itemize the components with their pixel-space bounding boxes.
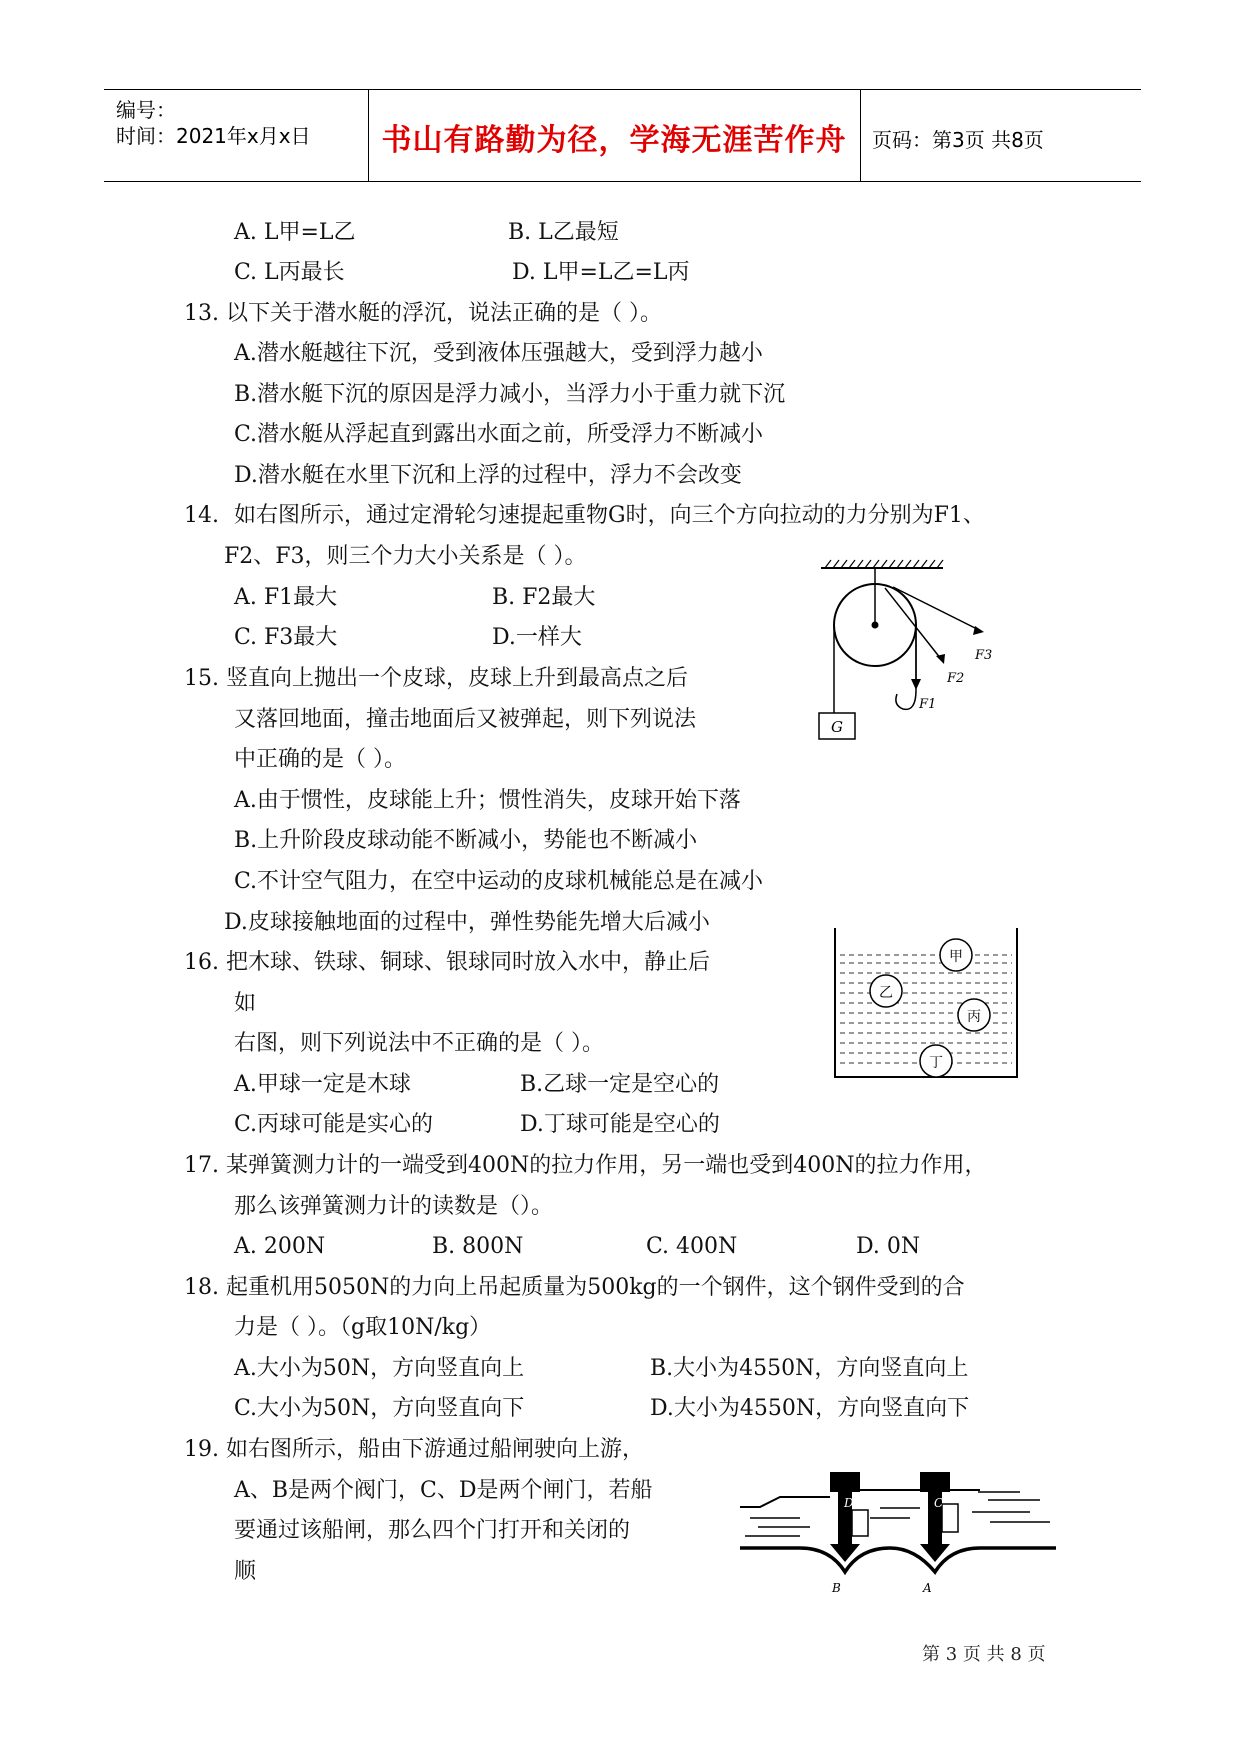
q14-option-a: A. F1最大 xyxy=(234,585,338,610)
q17-option-b: B. 800N xyxy=(432,1234,524,1259)
q14-stem-line2: F2、F3，则三个力大小关系是（ ）。 xyxy=(224,544,587,569)
q18-stem-line1: 18. 起重机用5050N的力向上吊起质量为500kg的一个钢件，这个钢件受到的合 xyxy=(184,1275,965,1300)
q15-stem-line1: 15. 竖直向上抛出一个皮球，皮球上升到最高点之后 xyxy=(184,666,688,691)
q14-option-b: B. F2最大 xyxy=(492,585,596,610)
q13-option-a: A.潜水艇越往下沉，受到液体压强越大，受到浮力越小 xyxy=(234,341,763,366)
header-divider xyxy=(860,89,861,181)
q19-stem-line3: 要通过该船闸，那么四个门打开和关闭的 xyxy=(234,1518,631,1543)
q17-option-a: A. 200N xyxy=(234,1234,326,1259)
q14-stem-line1: 如右图所示，通过定滑轮匀速提起重物G时，向三个方向拉动的力分别为F1、 xyxy=(234,503,985,528)
ball-yi-label: 乙 xyxy=(879,985,893,1001)
ball-jia-label: 甲 xyxy=(949,949,963,965)
q16-option-d: D.丁球可能是空心的 xyxy=(520,1112,720,1137)
q17-stem-line2: 那么该弹簧测力计的读数是（）。 xyxy=(234,1194,554,1219)
q15-option-d: D.皮球接触地面的过程中，弹性势能先增大后减小 xyxy=(224,910,710,935)
header-bottom-rule xyxy=(104,181,1141,182)
q16-stem-line3: 右图，则下列说法中不正确的是（ ）。 xyxy=(234,1031,604,1056)
time-label: 时间：2021年x月x日 xyxy=(116,124,311,148)
valve-b-label: B xyxy=(832,1581,841,1592)
q16-option-c: C.丙球可能是实心的 xyxy=(234,1112,434,1137)
q13-stem: 13. 以下关于潜水艇的浮沉，说法正确的是（ ）。 xyxy=(184,301,662,326)
q18-option-b: B.大小为4550N，方向竖直向上 xyxy=(650,1356,969,1381)
f2-label: F2 xyxy=(947,671,965,686)
q18-stem-line2: 力是（ ）。（g取10N/kg） xyxy=(234,1315,492,1340)
q12-option-c: C. L丙最长 xyxy=(234,260,345,285)
q19-stem-line2: A、B是两个阀门，C、D是两个闸门，若船 xyxy=(234,1478,653,1503)
gate-c-label: C xyxy=(934,1496,944,1510)
q19-stem-line4: 顺 xyxy=(234,1559,257,1584)
q18-option-a: A.大小为50N，方向竖直向上 xyxy=(234,1356,525,1381)
ball-ding-label: 丁 xyxy=(929,1055,943,1071)
q14-option-d: D.一样大 xyxy=(492,625,582,650)
q15-option-a: A.由于惯性，皮球能上升；惯性消失，皮球开始下落 xyxy=(234,788,741,813)
q18-option-d: D.大小为4550N，方向竖直向下 xyxy=(650,1396,970,1421)
q13-option-d: D.潜水艇在水里下沉和上浮的过程中，浮力不会改变 xyxy=(234,463,742,488)
q13-option-b: B.潜水艇下沉的原因是浮力减小，当浮力小于重力就下沉 xyxy=(234,382,786,407)
q16-option-a: A.甲球一定是木球 xyxy=(234,1072,411,1097)
serial-label: 编号： xyxy=(116,98,176,122)
f3-label: F3 xyxy=(975,648,993,663)
f1-label: F1 xyxy=(919,697,937,712)
page-footer: 第 3 页 共 8 页 xyxy=(922,1644,1046,1665)
motto: 书山有路勤为径，学海无涯苦作舟 xyxy=(381,123,847,158)
q15-stem-line3: 中正确的是（ ）。 xyxy=(234,747,406,772)
q12-option-a: A. L甲=L乙 xyxy=(234,220,356,245)
q12-option-d: D. L甲=L乙=L丙 xyxy=(512,260,690,285)
q16-stem-line1: 16. 把木球、铁球、铜球、银球同时放入水中，静止后 xyxy=(184,950,710,975)
q12-option-b: B. L乙最短 xyxy=(508,220,619,245)
q17-option-c: C. 400N xyxy=(646,1234,738,1259)
q13-option-c: C.潜水艇从浮起直到露出水面之前，所受浮力不断减小 xyxy=(234,422,764,447)
pulley-figure xyxy=(815,555,995,755)
ball-bing-label: 丙 xyxy=(967,1009,981,1025)
page-label: 页码：第3页 共8页 xyxy=(872,128,1044,152)
balls-in-water-figure xyxy=(832,925,1020,1085)
q17-option-d: D. 0N xyxy=(856,1234,921,1259)
q15-stem-line2: 又落回地面，撞击地面后又被弹起，则下列说法 xyxy=(234,707,697,732)
q18-option-c: C.大小为50N，方向竖直向下 xyxy=(234,1396,525,1421)
q15-option-c: C.不计空气阻力，在空中运动的皮球机械能总是在减小 xyxy=(234,869,764,894)
header-top-rule xyxy=(104,89,1141,90)
gate-d-label: D xyxy=(844,1496,854,1510)
q15-option-b: B.上升阶段皮球动能不断减小，势能也不断减小 xyxy=(234,828,698,853)
q14-number: 14. xyxy=(184,503,219,528)
q16-option-b: B.乙球一定是空心的 xyxy=(520,1072,720,1097)
q14-option-c: C. F3最大 xyxy=(234,625,338,650)
q16-stem-line2: 如 xyxy=(234,991,257,1016)
q17-stem-line1: 17. 某弹簧测力计的一端受到400N的拉力作用，另一端也受到400N的拉力作用， xyxy=(184,1153,987,1178)
valve-a-label: A xyxy=(923,1581,932,1592)
ship-lock-figure xyxy=(740,1452,1056,1592)
q19-stem-line1: 19. 如右图所示，船由下游通过船闸驶向上游， xyxy=(184,1437,644,1462)
g-label: G xyxy=(831,718,843,736)
